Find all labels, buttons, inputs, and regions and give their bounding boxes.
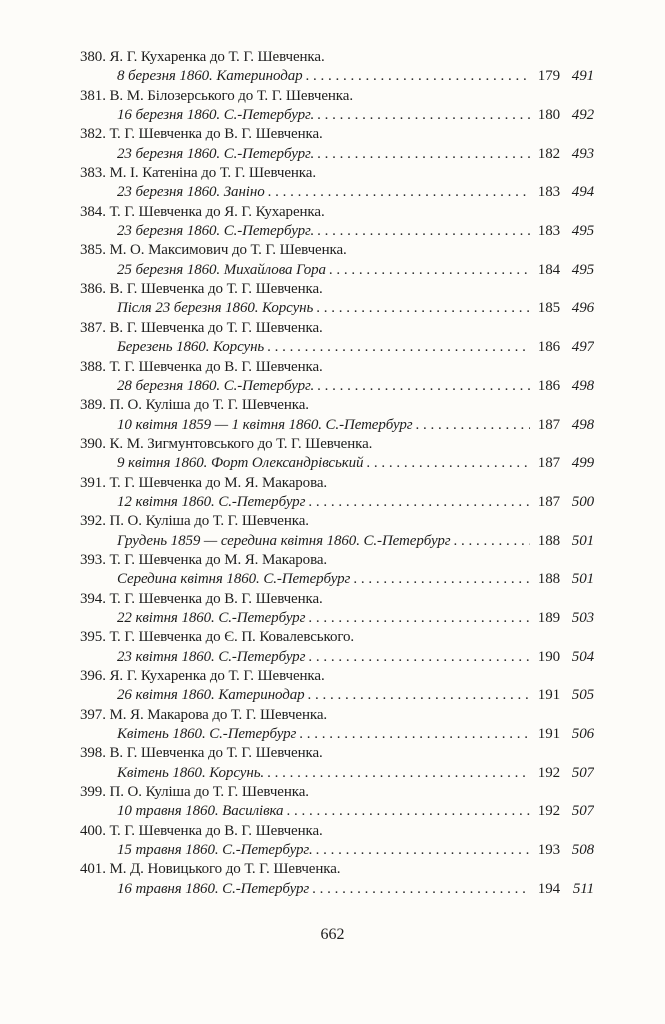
letter-date-line [80, 299, 594, 318]
text-page-number: 190 [537, 648, 560, 665]
letter-date-line [80, 454, 594, 473]
text-page-number: 182 [537, 145, 560, 162]
letter-title: 400. Т. Г. Шевченка до В. Г. Шевченка. [80, 822, 323, 839]
letter-date-line [80, 416, 594, 435]
commentary-page-number: 498 [571, 416, 594, 433]
commentary-page-number: 500 [571, 493, 594, 510]
dot-leader [268, 183, 530, 202]
letter-title: 391. Т. Г. Шевченка до М. Я. Макарова. [80, 474, 328, 491]
commentary-page-number: 503 [571, 609, 594, 626]
dot-leader [317, 145, 530, 164]
dot-leader [308, 493, 530, 512]
letter-date-line [80, 183, 594, 202]
dot-leader [329, 261, 530, 280]
letter-date-place: 23 березня 1860. С.-Петербург. [117, 145, 315, 162]
letter-date-place: Грудень 1859 — середина квітня 1860. С.-Петербург [117, 532, 451, 549]
letter-title: 390. К. М. Зигмунтовського до Т. Г. Шевченка. [80, 435, 373, 452]
commentary-page-number: 495 [571, 223, 594, 240]
dot-leader [308, 609, 530, 628]
text-page-number: 193 [537, 842, 560, 859]
letter-title: 389. П. О. Куліша до Т. Г. Шевченка. [80, 397, 309, 414]
letter-date-place: 12 квітня 1860. С.-Петербург [117, 493, 306, 510]
letter-date-place: Квітень 1860. С.-Петербург [117, 726, 297, 743]
dot-leader [317, 377, 530, 396]
text-page-number: 183 [537, 223, 560, 240]
dot-leader [286, 802, 530, 821]
toc-entry [80, 860, 594, 899]
dot-leader [317, 222, 530, 241]
letter-date-line [80, 377, 594, 396]
letter-date-line [80, 338, 594, 357]
letter-date-line [80, 841, 594, 860]
letter-title: 394. Т. Г. Шевченка до В. Г. Шевченка. [80, 590, 323, 607]
letter-title: 385. М. О. Максимович до Т. Г. Шевченка. [80, 242, 347, 259]
toc-entry [80, 474, 594, 513]
commentary-page-number: 508 [571, 842, 594, 859]
letter-date-place: Після 23 березня 1860. Корсунь [117, 300, 314, 317]
toc-entry [80, 435, 594, 474]
text-page-number: 192 [537, 803, 560, 820]
commentary-page-number: 505 [571, 687, 594, 704]
dot-leader [453, 532, 530, 551]
commentary-page-number: 491 [571, 68, 594, 85]
text-page-number: 186 [537, 377, 560, 394]
text-page-number: 188 [537, 532, 560, 549]
letter-date-place: 22 квітня 1860. С.-Петербург [117, 609, 306, 626]
dot-leader [366, 454, 530, 473]
letter-title: 397. М. Я. Макарова до Т. Г. Шевченка. [80, 706, 328, 723]
toc-entry [80, 241, 594, 280]
letter-date-place: 9 квітня 1860. Форт Олександрівський [117, 455, 364, 472]
dot-leader [416, 416, 530, 435]
letter-date-line [80, 493, 594, 512]
commentary-page-number: 499 [571, 455, 594, 472]
letter-date-line [80, 648, 594, 667]
letter-date-place: 8 березня 1860. Катеринодар [117, 68, 303, 85]
letter-date-line [80, 145, 594, 164]
letter-title: 393. Т. Г. Шевченка до М. Я. Макарова. [80, 551, 328, 568]
text-page-number: 187 [537, 493, 560, 510]
letter-date-place: 26 квітня 1860. Катеринодар [117, 687, 305, 704]
letter-date-place: 23 квітня 1860. С.-Петербург [117, 648, 306, 665]
letter-title: 384. Т. Г. Шевченка до Я. Г. Кухаренка. [80, 203, 325, 220]
toc-entry [80, 667, 594, 706]
toc-entry [80, 358, 594, 397]
text-page-number: 191 [537, 687, 560, 704]
letter-date-place: Середина квітня 1860. С.-Петербург [117, 571, 351, 588]
commentary-page-number: 507 [571, 803, 594, 820]
commentary-page-number: 497 [571, 339, 594, 356]
toc-entry [80, 280, 594, 319]
letter-date-place: 23 березня 1860. Заніно [117, 184, 265, 201]
text-page-number: 187 [537, 455, 560, 472]
commentary-page-number: 501 [571, 532, 594, 549]
letter-title: 382. Т. Г. Шевченка до В. Г. Шевченка. [80, 126, 323, 143]
letter-date-place: 10 квітня 1859 — 1 квітня 1860. С.-Петербург [117, 416, 413, 433]
toc-entry [80, 706, 594, 745]
toc-entry [80, 590, 594, 629]
letter-date-place: Березень 1860. Корсунь [117, 339, 265, 356]
letter-title: 395. Т. Г. Шевченка до Є. П. Ковалевського. [80, 629, 355, 646]
commentary-page-number: 506 [571, 726, 594, 743]
commentary-page-number: 507 [571, 764, 594, 781]
letter-title: 398. В. Г. Шевченка до Т. Г. Шевченка. [80, 745, 323, 762]
page-number: 662 [320, 926, 345, 943]
letter-date-line [80, 686, 594, 705]
commentary-page-number: 495 [571, 261, 594, 278]
dot-leader [316, 841, 530, 860]
commentary-page-number: 496 [571, 300, 594, 317]
text-page-number: 187 [537, 416, 560, 433]
dot-leader [316, 299, 530, 318]
toc-entry [80, 319, 594, 358]
dot-leader [306, 67, 530, 86]
dot-leader [267, 764, 530, 783]
commentary-page-number: 498 [571, 377, 594, 394]
toc-entry [80, 396, 594, 435]
letter-title: 387. В. Г. Шевченка до Т. Г. Шевченка. [80, 319, 323, 336]
letter-date-place: 25 березня 1860. Михайлова Гора [117, 261, 326, 278]
letter-date-place: 16 травня 1860. С.-Петербург [117, 880, 310, 897]
table-of-contents [80, 48, 594, 899]
letter-title: 401. М. Д. Новицького до Т. Г. Шевченка. [80, 861, 341, 878]
letter-date-line [80, 764, 594, 783]
letter-date-line [80, 609, 594, 628]
dot-leader [317, 106, 530, 125]
toc-entry [80, 48, 594, 87]
text-page-number: 186 [537, 339, 560, 356]
letter-date-line [80, 261, 594, 280]
commentary-page-number: 492 [571, 107, 594, 124]
toc-entry [80, 551, 594, 590]
letter-title: 386. В. Г. Шевченка до Т. Г. Шевченка. [80, 281, 323, 298]
toc-entry [80, 512, 594, 551]
toc-entry [80, 87, 594, 126]
commentary-page-number: 494 [571, 184, 594, 201]
text-page-number: 183 [537, 184, 560, 201]
letter-date-line [80, 880, 594, 899]
dot-leader [353, 570, 530, 589]
letter-date-line [80, 802, 594, 821]
letter-date-place: Квітень 1860. Корсунь. [117, 764, 265, 781]
letter-title: 399. П. О. Куліша до Т. Г. Шевченка. [80, 784, 309, 801]
toc-entry [80, 628, 594, 667]
letter-date-line [80, 570, 594, 589]
dot-leader [312, 880, 530, 899]
letter-title: 396. Я. Г. Кухаренка до Т. Г. Шевченка. [80, 668, 325, 684]
text-page-number: 179 [537, 68, 560, 85]
letter-date-place: 10 травня 1860. Василівка [117, 803, 284, 820]
letter-date-line [80, 222, 594, 241]
letter-title: 380. Я. Г. Кухаренка до Т. Г. Шевченка. [80, 49, 325, 65]
text-page-number: 184 [537, 261, 560, 278]
toc-entry [80, 822, 594, 861]
commentary-page-number: 493 [571, 145, 594, 162]
letter-title: 381. В. М. Білозерського до Т. Г. Шевченка. [80, 87, 353, 104]
letter-date-line [80, 67, 594, 86]
dot-leader [267, 338, 530, 357]
text-page-number: 192 [537, 764, 560, 781]
commentary-page-number: 501 [571, 571, 594, 588]
toc-entry [80, 744, 594, 783]
letter-date-place: 28 березня 1860. С.-Петербург. [117, 377, 315, 394]
toc-entry [80, 164, 594, 203]
text-page-number: 194 [537, 880, 560, 897]
letter-date-place: 16 березня 1860. С.-Петербург. [117, 107, 315, 124]
dot-leader [308, 648, 530, 667]
text-page-number: 180 [537, 107, 560, 124]
commentary-page-number: 511 [572, 880, 594, 897]
toc-entry [80, 203, 594, 242]
text-page-number: 191 [537, 726, 560, 743]
text-page-number: 189 [537, 609, 560, 626]
letter-date-place: 23 березня 1860. С.-Петербург. [117, 223, 315, 240]
letter-date-place: 15 травня 1860. С.-Петербург. [117, 842, 313, 859]
dot-leader [308, 686, 530, 705]
letter-date-line [80, 532, 594, 551]
toc-entry [80, 783, 594, 822]
letter-date-line [80, 725, 594, 744]
letter-title: 388. Т. Г. Шевченка до В. Г. Шевченка. [80, 358, 323, 375]
commentary-page-number: 504 [571, 648, 594, 665]
letter-title: 392. П. О. Куліша до Т. Г. Шевченка. [80, 513, 309, 530]
text-page-number: 188 [537, 571, 560, 588]
toc-entry [80, 125, 594, 164]
dot-leader [299, 725, 530, 744]
text-page-number: 185 [537, 300, 560, 317]
letter-date-line [80, 106, 594, 125]
letter-title: 383. М. І. Катеніна до Т. Г. Шевченка. [80, 165, 316, 182]
